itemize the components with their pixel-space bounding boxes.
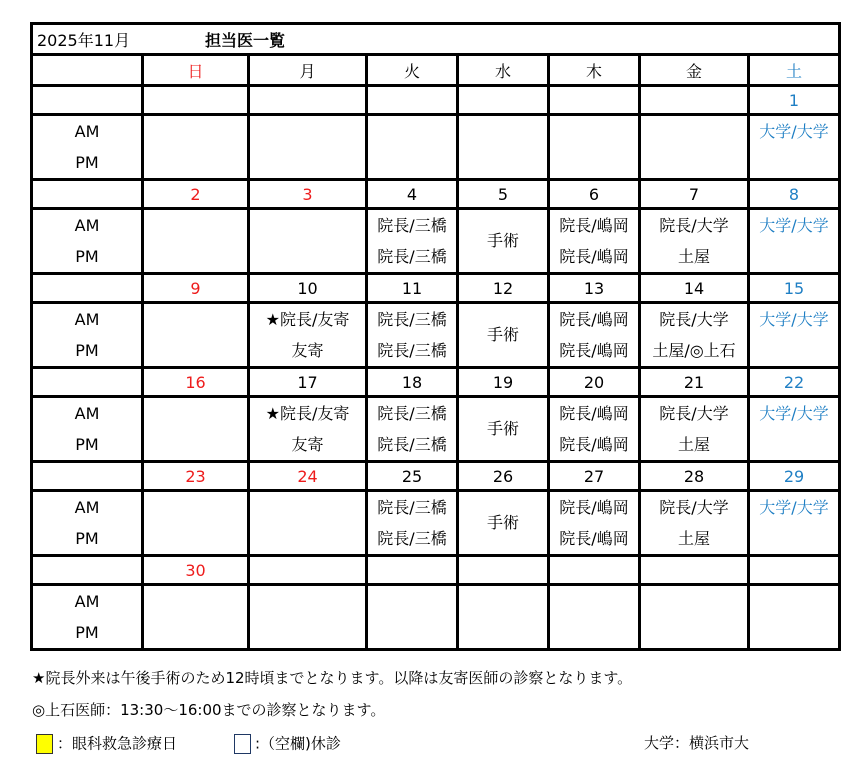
date-cell: 14 <box>640 274 749 303</box>
date-cell <box>458 556 549 585</box>
date-cell: 23 <box>143 462 249 491</box>
title-cell <box>32 24 840 55</box>
am-label: AM <box>74 498 100 517</box>
doctor-cell <box>549 303 640 368</box>
doctor-cell <box>749 115 840 180</box>
am-doctor: 院長/嶋岡 <box>559 498 629 517</box>
date-cell: 21 <box>640 368 749 397</box>
date-cell <box>367 86 458 115</box>
am-doctor <box>250 210 365 241</box>
title-row <box>32 24 840 55</box>
legend-closed <box>234 730 341 757</box>
date-cell: 12 <box>458 274 549 303</box>
date-cell: 29 <box>749 462 840 491</box>
pm-doctor <box>750 617 838 648</box>
doctor-cell <box>249 115 367 180</box>
pm-doctor <box>250 617 365 648</box>
doctor-cell <box>640 397 749 462</box>
doctor-cell <box>549 397 640 462</box>
date-cell: 28 <box>640 462 749 491</box>
schedule-body <box>32 24 840 650</box>
am-doctor: 院長/三橋 <box>377 498 447 517</box>
legend-emergency-text: ：眼科救急診療日 <box>57 734 178 753</box>
am-doctor <box>750 586 838 617</box>
doctor-cell <box>458 491 549 556</box>
ampm-label-cell <box>32 397 143 462</box>
weekday-header: 水 <box>458 55 549 86</box>
am-doctor <box>144 304 247 335</box>
doctor-cell <box>458 115 549 180</box>
doctor-cell <box>143 115 249 180</box>
pm-doctor <box>750 147 838 178</box>
date-cell: 5 <box>458 180 549 209</box>
doctor-cell <box>640 209 749 274</box>
doctor-cell <box>549 491 640 556</box>
am-doctor <box>641 116 747 147</box>
doctor-cell <box>549 209 640 274</box>
date-cell: 7 <box>640 180 749 209</box>
doctor-cell <box>640 115 749 180</box>
am-doctor: ★院長/友寄 <box>265 404 350 423</box>
doctor-cell <box>749 491 840 556</box>
legend-row <box>32 730 852 756</box>
pm-doctor <box>750 335 838 366</box>
ampm-label-cell <box>32 491 143 556</box>
legend-university-text: 大学：横浜市大 <box>644 734 750 752</box>
doctor-cell <box>367 585 458 650</box>
doctor-cell <box>367 303 458 368</box>
page-title: 担当医一覧 <box>205 30 286 50</box>
am-doctor: 院長/三橋 <box>377 216 447 235</box>
pm-doctor: 土屋 <box>677 529 710 548</box>
pm-doctor <box>144 523 247 554</box>
am-doctor: 院長/嶋岡 <box>559 216 629 235</box>
am-doctor <box>368 116 456 147</box>
weekday-header: 火 <box>367 55 458 86</box>
notes-section <box>32 666 852 756</box>
am-doctor <box>368 586 456 617</box>
pm-label: PM <box>75 247 99 266</box>
date-cell: 6 <box>549 180 640 209</box>
am-label: AM <box>74 592 100 611</box>
am-doctor: 大学/大学 <box>759 498 829 517</box>
weekday-header: 土 <box>749 55 840 86</box>
double-circle-note: ◎上石医師：13:30～16:00までの診察となります。 <box>32 701 386 719</box>
am-doctor: 大学/大学 <box>759 310 829 329</box>
legend-emergency <box>36 730 177 757</box>
doctor-cell <box>143 209 249 274</box>
doctor-cell <box>749 585 840 650</box>
am-doctor <box>550 586 638 617</box>
date-cell: 8 <box>749 180 840 209</box>
doctor-cell <box>749 397 840 462</box>
weekday-header: 金 <box>640 55 749 86</box>
pm-doctor <box>750 523 838 554</box>
pm-doctor <box>250 523 365 554</box>
pm-doctor <box>144 147 247 178</box>
am-doctor <box>250 492 365 523</box>
pm-doctor: 院長/三橋 <box>377 341 447 360</box>
pm-doctor: 院長/嶋岡 <box>559 341 629 360</box>
doctor-cell <box>458 303 549 368</box>
date-cell: 3 <box>249 180 367 209</box>
date-row-label <box>32 274 143 303</box>
date-cell <box>249 556 367 585</box>
weekday-header: 月 <box>249 55 367 86</box>
weekday-header-row <box>32 55 840 86</box>
date-cell <box>749 556 840 585</box>
date-cell: 19 <box>458 368 549 397</box>
pm-doctor: 院長/嶋岡 <box>559 435 629 454</box>
am-doctor <box>641 586 747 617</box>
date-cell: 9 <box>143 274 249 303</box>
am-doctor: 院長/大学 <box>659 216 729 235</box>
pm-doctor <box>144 241 247 272</box>
ampm-label-cell <box>32 115 143 180</box>
am-doctor: 院長/三橋 <box>377 310 447 329</box>
doctor-cell <box>458 397 549 462</box>
am-label: AM <box>74 122 100 141</box>
am-doctor <box>250 586 365 617</box>
pm-doctor <box>550 147 638 178</box>
slot-row <box>32 585 840 650</box>
pm-doctor: 院長/三橋 <box>377 247 447 266</box>
pm-doctor: 院長/三橋 <box>377 529 447 548</box>
slot-row <box>32 397 840 462</box>
pm-doctor: 院長/三橋 <box>377 435 447 454</box>
pm-doctor: 院長/嶋岡 <box>559 247 629 266</box>
am-doctor: 大学/大学 <box>759 122 829 141</box>
date-cell <box>143 86 249 115</box>
pm-doctor <box>641 147 747 178</box>
date-row <box>32 462 840 491</box>
pm-doctor <box>750 429 838 460</box>
pm-doctor <box>641 617 747 648</box>
date-cell: 30 <box>143 556 249 585</box>
date-cell: 17 <box>249 368 367 397</box>
date-cell <box>458 86 549 115</box>
pm-doctor <box>250 147 365 178</box>
date-cell: 1 <box>749 86 840 115</box>
date-cell: 13 <box>549 274 640 303</box>
pm-doctor <box>144 617 247 648</box>
doctor-cell <box>749 303 840 368</box>
pm-doctor <box>144 335 247 366</box>
weekday-header: 日 <box>143 55 249 86</box>
surgery-text: 手術 <box>486 325 519 344</box>
date-cell: 2 <box>143 180 249 209</box>
date-row <box>32 86 840 115</box>
yellow-swatch-icon <box>36 734 53 754</box>
doctor-cell <box>367 115 458 180</box>
pm-label: PM <box>75 529 99 548</box>
slot-row <box>32 115 840 180</box>
surgery-text: 手術 <box>486 419 519 438</box>
doctor-cell <box>749 209 840 274</box>
pm-doctor: 土屋/◎上石 <box>652 341 736 360</box>
doctor-cell <box>143 585 249 650</box>
am-doctor: ★院長/友寄 <box>265 310 350 329</box>
am-doctor: 院長/大学 <box>659 404 729 423</box>
date-cell <box>549 86 640 115</box>
pm-doctor <box>368 147 456 178</box>
date-cell: 15 <box>749 274 840 303</box>
pm-label: PM <box>75 623 99 642</box>
pm-doctor: 土屋 <box>677 435 710 454</box>
doctor-cell <box>143 397 249 462</box>
doctor-cell <box>549 115 640 180</box>
doctor-cell <box>143 303 249 368</box>
pm-label: PM <box>75 341 99 360</box>
date-row-label <box>32 462 143 491</box>
date-cell: 18 <box>367 368 458 397</box>
am-doctor: 大学/大学 <box>759 216 829 235</box>
surgery-text: 手術 <box>486 513 519 532</box>
doctor-cell <box>367 209 458 274</box>
pm-label: PM <box>75 435 99 454</box>
pm-doctor <box>750 241 838 272</box>
date-cell <box>367 556 458 585</box>
pm-doctor <box>144 429 247 460</box>
slot-row <box>32 209 840 274</box>
legend-closed-text: :（空欄)休診 <box>255 734 341 753</box>
empty-swatch-icon <box>234 734 251 754</box>
am-doctor <box>144 492 247 523</box>
pm-doctor: 友寄 <box>291 435 324 454</box>
am-label: AM <box>74 404 100 423</box>
date-cell: 25 <box>367 462 458 491</box>
pm-doctor: 土屋 <box>677 247 710 266</box>
ampm-label-cell <box>32 585 143 650</box>
am-doctor <box>144 398 247 429</box>
am-doctor: 院長/嶋岡 <box>559 310 629 329</box>
date-cell: 24 <box>249 462 367 491</box>
am-doctor: 大学/大学 <box>759 404 829 423</box>
doctor-cell <box>249 303 367 368</box>
doctor-cell <box>249 585 367 650</box>
date-cell: 27 <box>549 462 640 491</box>
date-row <box>32 274 840 303</box>
am-label: AM <box>74 310 100 329</box>
doctor-cell <box>458 209 549 274</box>
date-cell <box>640 556 749 585</box>
date-row-label <box>32 368 143 397</box>
doctor-cell <box>640 491 749 556</box>
date-row-label <box>32 180 143 209</box>
schedule-table <box>30 22 841 651</box>
pm-doctor: 友寄 <box>291 341 324 360</box>
doctor-cell <box>640 303 749 368</box>
am-doctor: 院長/大学 <box>659 310 729 329</box>
doctor-cell <box>249 491 367 556</box>
doctor-cell <box>143 491 249 556</box>
am-doctor <box>250 116 365 147</box>
am-doctor <box>144 116 247 147</box>
date-cell: 11 <box>367 274 458 303</box>
star-note: ★院長外来は午後手術のため12時頃までとなります。以降は友寄医師の診察となります。 <box>32 669 633 687</box>
date-cell <box>640 86 749 115</box>
am-doctor: 院長/大学 <box>659 498 729 517</box>
date-row-label <box>32 86 143 115</box>
pm-doctor: 院長/嶋岡 <box>559 529 629 548</box>
weekday-header-blank <box>32 55 143 86</box>
am-doctor <box>144 210 247 241</box>
doctor-cell <box>367 491 458 556</box>
date-row <box>32 180 840 209</box>
am-doctor <box>550 116 638 147</box>
am-doctor <box>144 586 247 617</box>
slot-row <box>32 303 840 368</box>
surgery-text: 手術 <box>486 231 519 250</box>
doctor-cell <box>458 585 549 650</box>
date-cell: 20 <box>549 368 640 397</box>
weekday-header: 木 <box>549 55 640 86</box>
date-row <box>32 368 840 397</box>
date-cell: 10 <box>249 274 367 303</box>
date-cell <box>249 86 367 115</box>
year-month-label: 2025年11月 <box>37 30 131 50</box>
date-row-label <box>32 556 143 585</box>
date-cell: 22 <box>749 368 840 397</box>
pm-doctor <box>368 617 456 648</box>
pm-doctor <box>550 617 638 648</box>
ampm-label-cell <box>32 303 143 368</box>
date-row <box>32 556 840 585</box>
doctor-cell <box>549 585 640 650</box>
am-doctor: 院長/嶋岡 <box>559 404 629 423</box>
pm-doctor <box>250 241 365 272</box>
doctor-cell <box>249 209 367 274</box>
am-label: AM <box>74 216 100 235</box>
date-cell <box>549 556 640 585</box>
date-cell: 26 <box>458 462 549 491</box>
am-doctor: 院長/三橋 <box>377 404 447 423</box>
doctor-cell <box>367 397 458 462</box>
date-cell: 16 <box>143 368 249 397</box>
doctor-cell <box>249 397 367 462</box>
ampm-label-cell <box>32 209 143 274</box>
date-cell: 4 <box>367 180 458 209</box>
slot-row <box>32 491 840 556</box>
doctor-cell <box>640 585 749 650</box>
pm-label: PM <box>75 153 99 172</box>
